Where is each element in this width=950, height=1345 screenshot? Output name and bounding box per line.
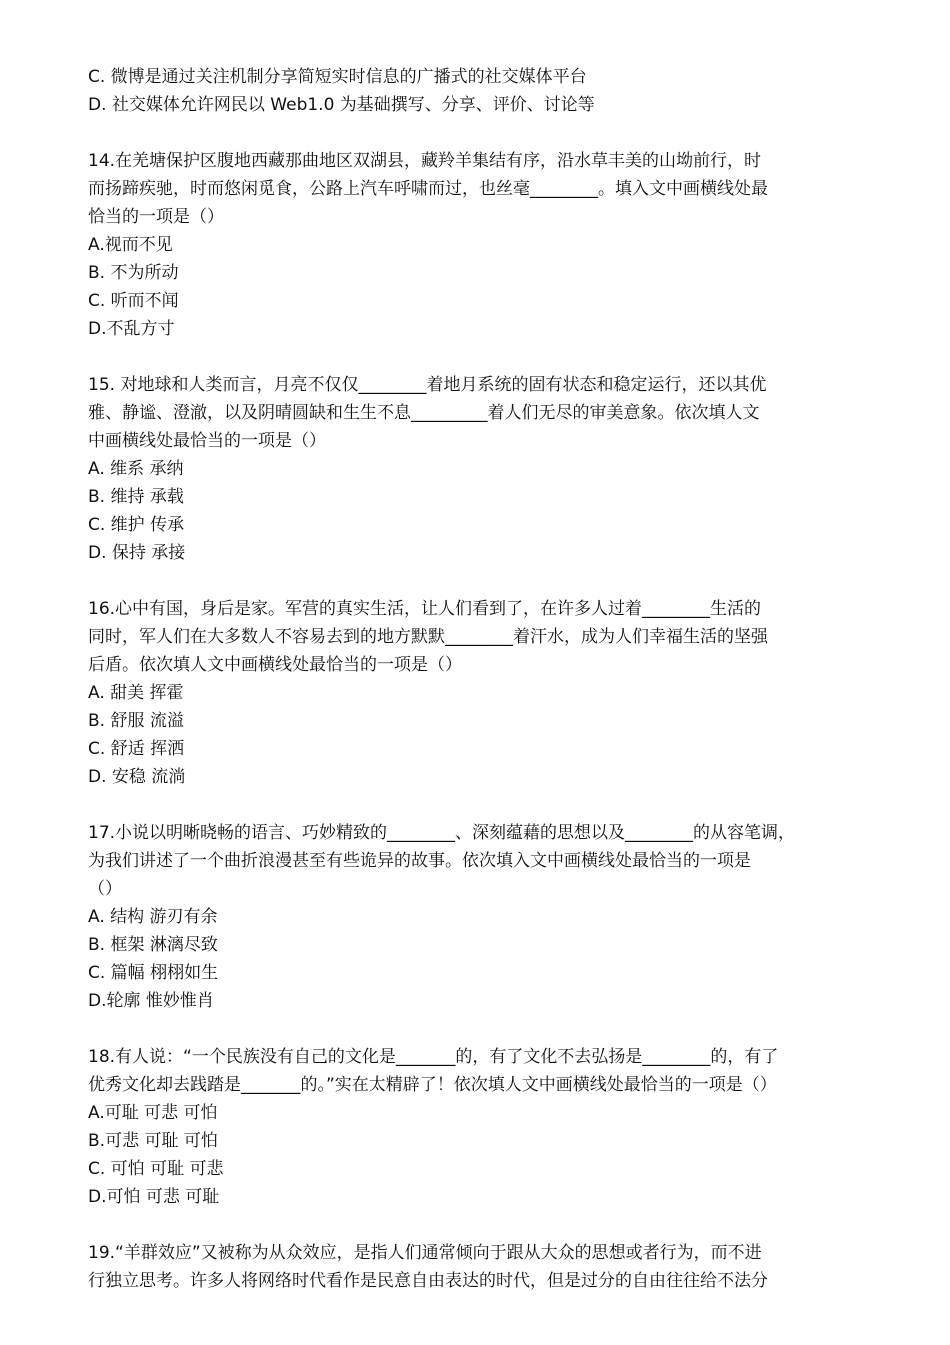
question-19-stem: 19.“羊群效应”又被称为从众效应，是指人们通常倾向于跟从大众的思想或者行为，而不进 [88, 1243, 762, 1263]
option-d: D. 保持 承接 [88, 543, 186, 563]
question-18-stem: 优秀文化却去践踏是_______的。”实在太精辟了！依次填人文中画横线处最恰当的一项是（） [88, 1075, 777, 1095]
option-b: B. 框架 淋漓尽致 [88, 935, 218, 955]
question-17-stem: 为我们讲述了一个曲折浪漫甚至有些诡异的故事。依次填入文中画横线处最恰当的一项是 [88, 851, 751, 871]
option-a: A.可耻 可悲 可怕 [88, 1103, 218, 1123]
option-b: B.可悲 可耻 可怕 [88, 1131, 218, 1151]
option-a: A. 维系 承纳 [88, 459, 184, 479]
question-17-stem: 17.小说以明晰晓畅的语言、巧妙精致的________、深刻蕴藉的思想以及________的从容笔调， [88, 823, 796, 843]
question-14-stem: 14.在羌塘保护区腹地西藏那曲地区双湖县，藏羚羊集结有序，沿水草丰美的山坳前行，时 [88, 151, 762, 171]
question-15-stem: 中画横线处最恰当的一项是（） [88, 431, 326, 451]
option-d: D.可怕 可悲 可耻 [88, 1187, 220, 1207]
option-d: D. 安稳 流淌 [88, 767, 186, 787]
option-b: B. 维持 承载 [88, 487, 184, 507]
question-16-stem: 同时，军人们在大多数人不容易去到的地方默默________着汗水，成为人们幸福生活的坚强 [88, 627, 768, 647]
question-19-stem: 行独立思考。许多人将网络时代看作是民意自由表达的时代，但是过分的自由往往给不法分 [88, 1271, 768, 1291]
option-d: D.轮廓 惟妙惟肖 [88, 991, 214, 1011]
option-d: D.不乱方寸 [88, 319, 175, 339]
question-16-stem: 16.心中有国，身后是家。军营的真实生活，让人们看到了，在许多人过着________生活的 [88, 599, 762, 619]
text-line: C. 微博是通过关注机制分享简短实时信息的广播式的社交媒体平台 [88, 67, 587, 87]
option-c: C. 听而不闻 [88, 291, 179, 311]
option-b: B. 不为所动 [88, 263, 179, 283]
option-c: C. 篇幅 栩栩如生 [88, 963, 219, 983]
option-c: C. 可怕 可耻 可悲 [88, 1159, 224, 1179]
option-c: C. 舒适 挥洒 [88, 739, 185, 759]
option-a: A. 甜美 挥霍 [88, 683, 184, 703]
question-18-stem: 18.有人说：“一个民族没有自己的文化是_______的，有了文化不去弘扬是________的，有了 [88, 1047, 779, 1067]
question-14-stem: 而扬蹄疾驰，时而悠闲觅食，公路上汽车呼啸而过，也丝毫________。填入文中画横线处最 [88, 179, 768, 199]
question-16-stem: 后盾。依次填人文中画横线处最恰当的一项是（） [88, 655, 462, 675]
question-17-stem: （） [88, 879, 122, 899]
option-a: A. 结构 游刃有余 [88, 907, 218, 927]
option-c: C. 维护 传承 [88, 515, 185, 535]
text-line: D. 社交媒体允许网民以 Web1.0 为基础撰写、分享、评价、讨论等 [88, 95, 595, 115]
option-b: B. 舒服 流溢 [88, 711, 184, 731]
question-15-stem: 雅、静谧、澄澈，以及阴晴圆缺和生生不息_________着人们无尽的审美意象。依次填人文 [88, 403, 760, 423]
question-15-stem: 15. 对地球和人类而言，月亮不仅仅________着地月系统的固有状态和稳定运行，还以其优 [88, 375, 767, 395]
question-14-stem: 恰当的一项是（） [88, 207, 224, 227]
option-a: A.视而不见 [88, 235, 173, 255]
